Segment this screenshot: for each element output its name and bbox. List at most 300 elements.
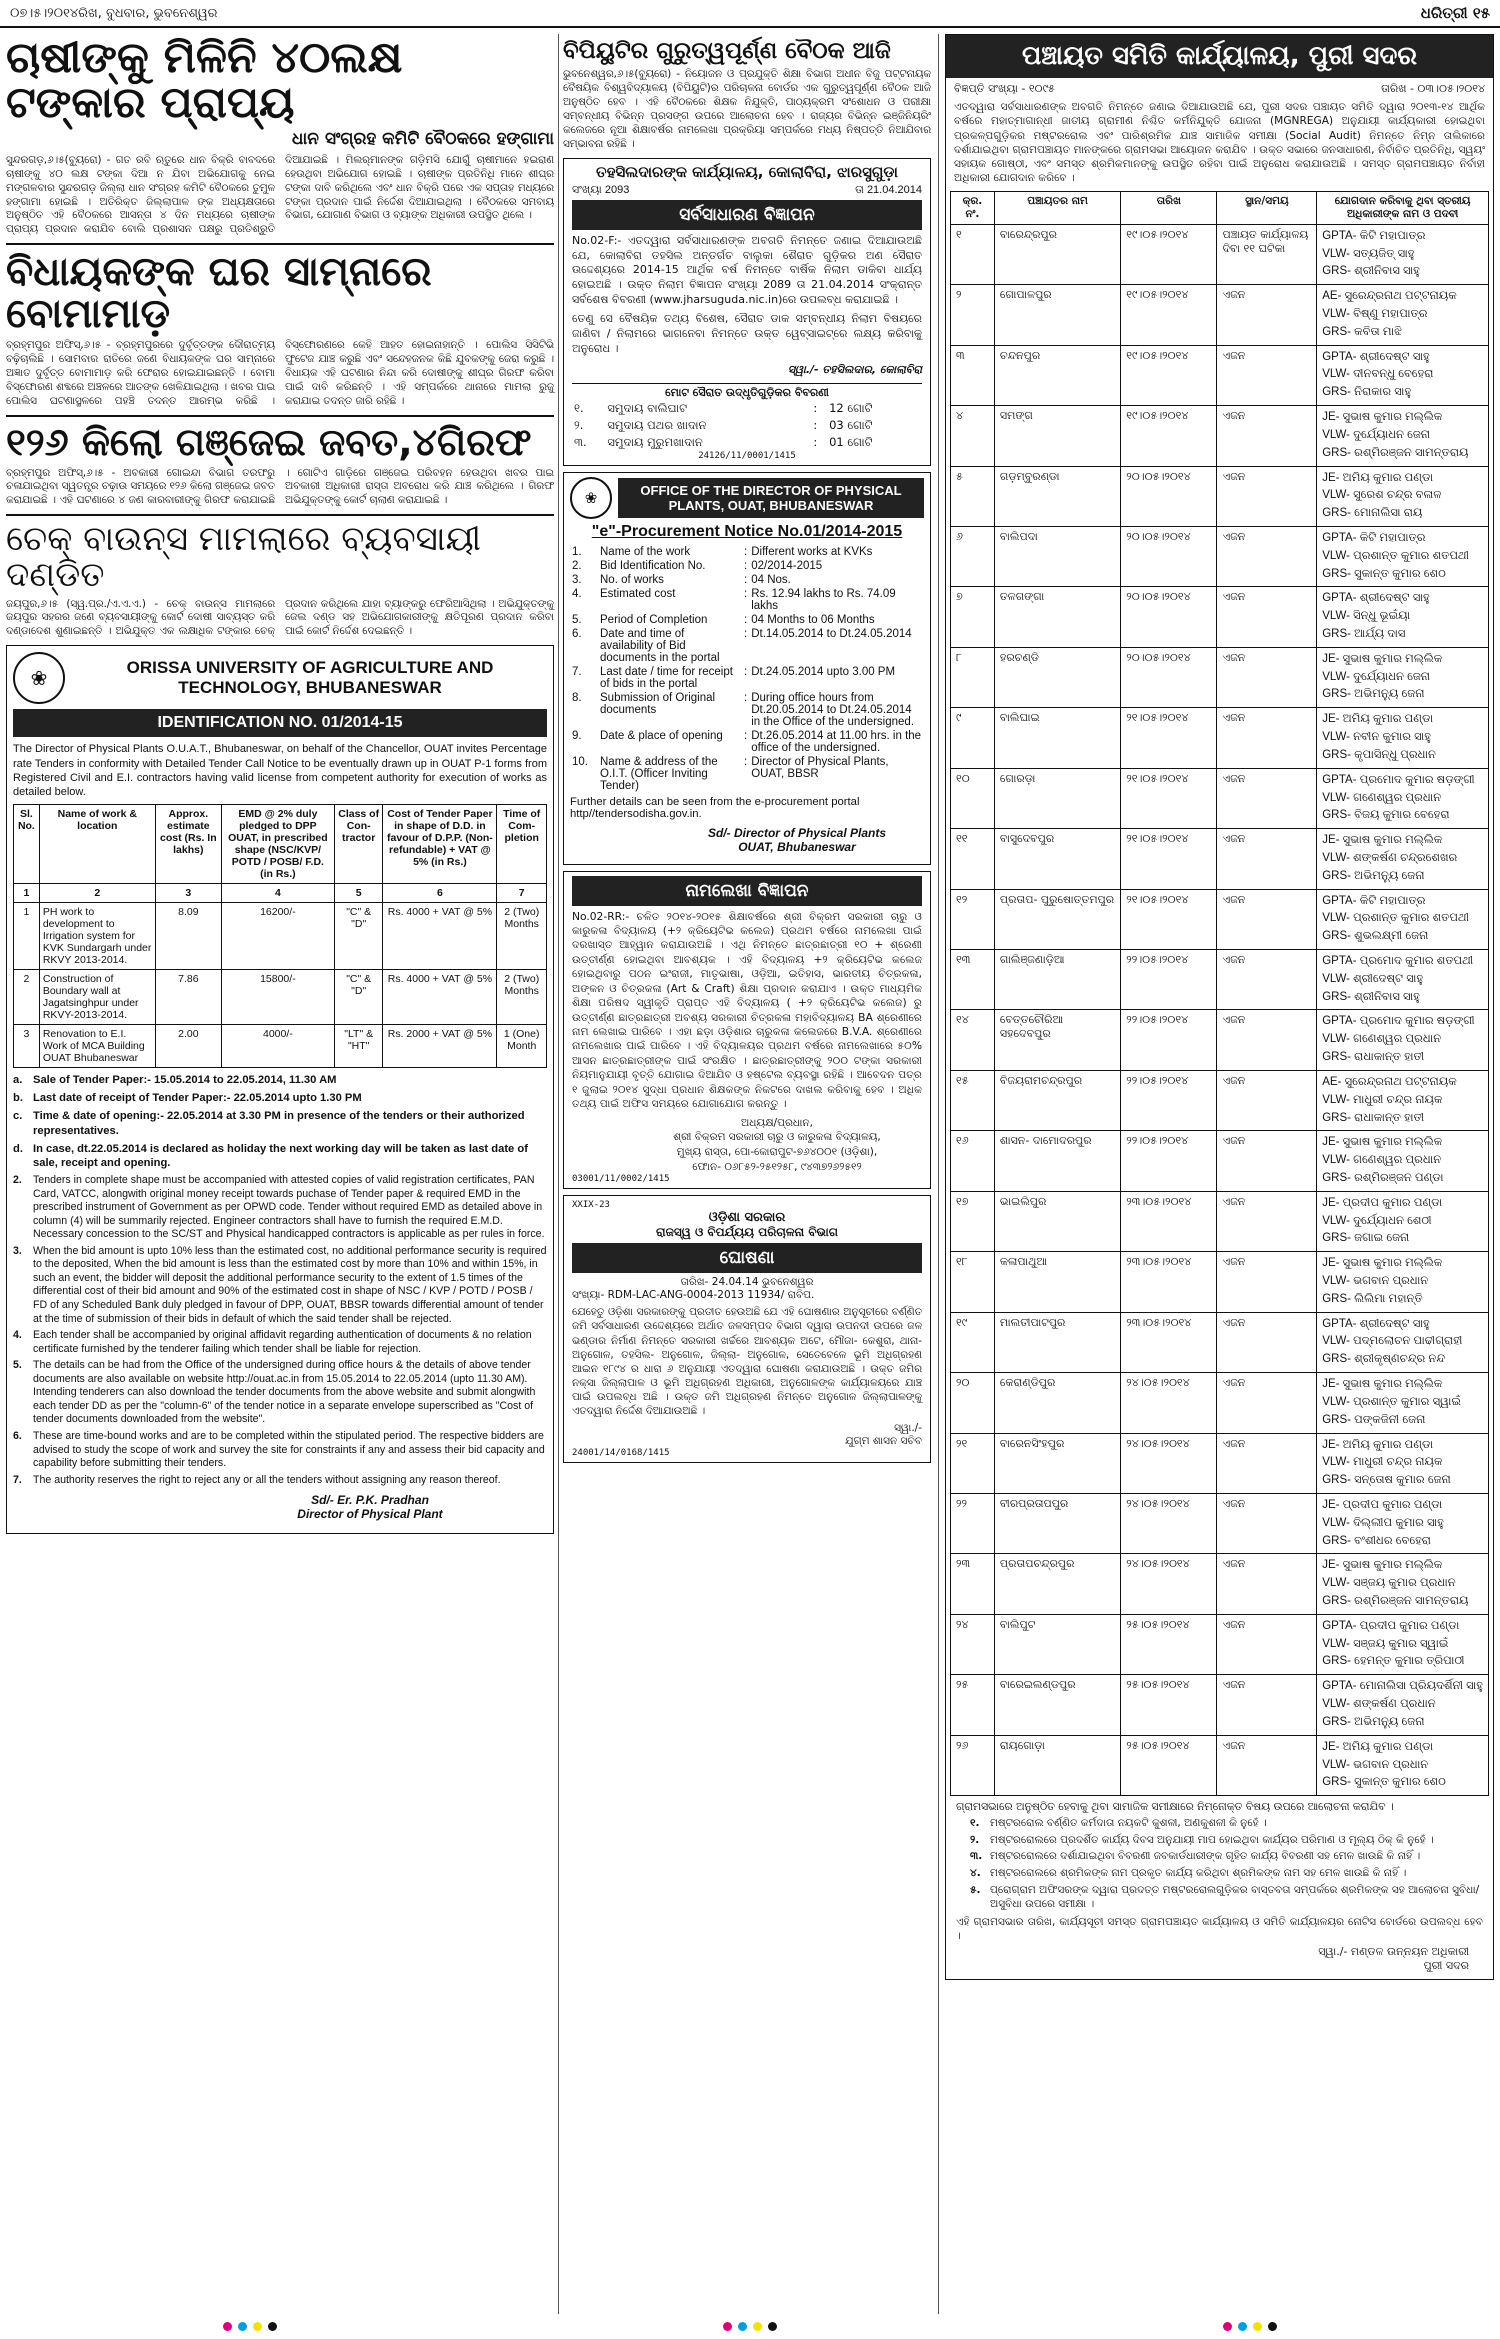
column-header: Sl. No. (14, 805, 40, 884)
official-name: VLW- ସତ୍ୟଜିତ୍ ସାହୁ (1322, 247, 1415, 260)
list-item (970, 1867, 1483, 1881)
table-row (570, 573, 924, 587)
item-text: ମଷ୍ଟରରୋଲରେ ପ୍ରଦର୍ଶିତ କାର୍ଯ୍ୟ ଦିବସ ଅନୁଯାୟୀ ମାପ ହୋଇଥିବା କାର୍ଯ୍ୟର ପରିମାଣ ଓ ମୂଲ୍ୟ ଠିକ୍ କି ନୁହେଁ । (990, 1833, 1434, 1846)
panchayat-name: ମାଲତୀପାଟପୁର (994, 1312, 1120, 1372)
table-row (14, 970, 547, 1025)
tender-table (13, 804, 547, 1068)
official-name: GPTA- କିଟି ମହାପାତ୍ର (1322, 531, 1426, 544)
list-item (970, 1884, 1483, 1912)
official-name: GPTA- ପ୍ରମୋଦ କୁମାର ଷଡ଼ଙ୍ଗୀ (1322, 773, 1475, 786)
list-item (970, 1834, 1483, 1848)
table-cell: 12 ଗୋଟି (829, 400, 873, 415)
meeting-place: ଏଜନ (1217, 1675, 1317, 1735)
table-row (951, 1010, 1489, 1070)
official-name: GRS- ହେମନ୍ତ କୁମାର ତ୍ରିପାଠୀ (1322, 1655, 1465, 1668)
official-name: GRS- ଜଗାଇ ଜେନା (1322, 1232, 1410, 1245)
table-row (951, 466, 1489, 526)
item-number: c. (13, 1109, 23, 1122)
meeting-place: ଏଜନ (1217, 466, 1317, 526)
official-name: GRS- ଆର୍ଯ୍ୟ ଦାସ (1322, 628, 1406, 641)
meeting-date: ୧୯।୦୫।୨୦୧୪ (1121, 345, 1217, 405)
table-cell: : (744, 587, 748, 600)
table-row (14, 903, 547, 970)
story3-body: ବ୍ରହ୍ମପୁର ଅଫିସ୍,୬।୫ - ଅବକାରୀ ଗୋଇନ୍ଦା ବିଭାଗ ତରଫରୁ ଚଳାଯାଇଥିବା ସ୍ୱତନ୍ତ୍ର ଚଢ଼ାଉ ସମୟରେ ୧୨୬ କିଲୋ ଗଞ୍ଜେଇ ଜବତ କରାଯାଇଛି । ଏହି ଘଟଣାରେ ୪ ଜଣ କାରବାରୀଙ୍କୁ ଗିରଫ କରାଯାଇଛି । ଗୋଟିଏ ଗାଡ଼ିରେ ଗଞ୍ଜେଇ ପରିବହନ ହେଉଥିବା ଖବର ପାଇ ଅବକାରୀ ଅଧିକାରୀ ରାସ୍ତା ଅବରୋଧ କରି ଯାଞ୍ଚ କରିଥିଲେ । ଗିରଫ ଅଭିଯୁକ୍ତଙ୍କୁ କୋର୍ଟ ଚାଲାଣ କରାଯାଇଛି । (6, 466, 554, 507)
serial-number: ୧୧ (951, 829, 995, 889)
official-name: VLW- ପଦ୍ମଲୋଚନ ପାଢୀଗ୍ରାହୀ (1322, 1335, 1463, 1348)
serial-number: ୪ (951, 406, 995, 466)
footer-close: ଏହି ଗ୍ରାମସଭାର ତାରିଖ, କାର୍ଯ୍ୟସୂଚୀ ସମସ୍ତ ଗ୍ରାମପଞ୍ଚାୟତ କାର୍ଯ୍ୟାଳୟ ଓ ସମିତି କାର୍ଯ୍ୟାଳୟର ନୋଟିସ ବୋର୍ଡରେ ଉପଲବ୍ଧ ହେବ । (956, 1915, 1483, 1943)
official-name: JE- ଅମିୟ କୁମାର ପଣ୍ଡା (1322, 1740, 1434, 1753)
official-name: GPTA- ପ୍ରମୋଦ କୁମାର ଶତପଥୀ (1322, 955, 1474, 968)
official-name: GRS- ରାଧାକାନ୍ତ ହାତୀ (1322, 1051, 1425, 1064)
memo-number: ସଂଖ୍ୟା- RDM-LAC-ANG-0004-2013 11934/ ରାବିପ. (572, 1289, 815, 1302)
meeting-place: ଏଜନ (1217, 1252, 1317, 1312)
meeting-place: ଏଜନ (1217, 768, 1317, 828)
serial-number: ୭ (951, 587, 995, 647)
table-cell: Name & address of the O.I.T. (Officer Inviting Tender) (600, 755, 718, 792)
table-row (951, 224, 1489, 284)
table-cell: : (744, 545, 748, 558)
table-row (572, 417, 922, 434)
table-cell: 01 ଗୋଟି (829, 434, 873, 449)
column-header: ପଞ୍ଚାୟତର ନାମ (994, 191, 1120, 224)
panchayat-name: ବାଲିପୁଟ (994, 1614, 1120, 1674)
government-name: ଓଡ଼ିଶା ସରକାର (708, 1210, 786, 1226)
official-name: JE- ଅମିୟ କୁମାର ପଣ୍ଡା (1322, 471, 1434, 484)
official-name: GRS- ସୁକାନ୍ତ କୁମାର ଶେଠ (1322, 1776, 1446, 1789)
table-row (951, 345, 1489, 405)
meeting-date: ୨୨।୦୫।୨୦୧୪ (1121, 1010, 1217, 1070)
official-name: JE- ପ୍ରଦୀପ କୁମାର ପଣ୍ଡା (1322, 1196, 1443, 1209)
serial-number: ୮ (951, 647, 995, 707)
panchayat-name: ସମଙ୍ଗ (994, 406, 1120, 466)
official-name: GRS- ବଂଶୀଧର ବେହେରା (1322, 1534, 1431, 1547)
official-name: JE- ସୁଭାଷ କୁମାର ମଲ୍ଲିକ (1322, 1136, 1443, 1149)
serial-number: ୧୯ (951, 1312, 995, 1372)
list-item (970, 1817, 1483, 1831)
officials (1317, 466, 1489, 526)
middle-column (563, 34, 931, 1469)
panchayat-notice (945, 34, 1494, 1980)
right-column (945, 34, 1494, 1986)
table-cell: 9. (572, 729, 582, 742)
meeting-date: ୨୦।୦୫।୨୦୧୪ (1121, 466, 1217, 526)
table-cell: Renovation to E.I. Work of MCA Building OUAT Bhubaneswar (39, 1025, 155, 1068)
meeting-place: ଏଜନ (1217, 647, 1317, 707)
table-row (951, 1614, 1489, 1674)
official-name: GRS- ରଶ୍ମିରଞ୍ଜନ ପଣ୍ଡା (1322, 1171, 1444, 1184)
tahasildar-office: ତହସିଲଦାରଙ୍କ କାର୍ଯ୍ୟାଳୟ, କୋଲାବିରା, ଝାରସୁଗୁଡ଼ା (596, 162, 898, 181)
table-row (951, 1373, 1489, 1433)
divider (6, 514, 554, 516)
notice-date: ତାରିଖ - ୦୩।୦୫।୨୦୧୪ (1381, 82, 1485, 95)
item-number: ୪. (970, 1867, 981, 1880)
table-cell: 03 ଗୋଟି (829, 417, 873, 432)
official-name: JE- ସୁଭାଷ କୁମାର ମଲ୍ଲିକ (1322, 1257, 1443, 1270)
table-row (951, 1554, 1489, 1614)
official-name: VLW- ବିଷ୍ଣୁ ମହାପାତ୍ର (1322, 308, 1428, 321)
reg-number: 24126/11/0001/1415 (698, 450, 796, 461)
official-name: GRS- ଅଭିମନ୍ୟୁ ଜେନା (1322, 688, 1425, 701)
signature-title: ପୁରୀ ସଦର (1423, 1959, 1469, 1973)
tender-schedule (13, 1073, 547, 1171)
officials (1317, 406, 1489, 466)
masthead-page: ଧରିତ୍ରୀ ୧୫ (1420, 4, 1490, 22)
table-row (570, 587, 924, 613)
official-name: VLW- ଶଙ୍କର୍ଷଣ ପ୍ରଧାନ (1322, 1698, 1436, 1711)
panchayat-name: ବାରେଇଲଣ୍ଡପୁର (994, 1675, 1120, 1735)
item-number: 2. (13, 1174, 22, 1187)
panchayat-name: କଳାପାଥୁଆ (994, 1252, 1120, 1312)
panchayat-name: ଶାସନ- ଦାମୋଦରପୁର (994, 1131, 1120, 1191)
column-divider (938, 34, 939, 2314)
official-name: VLW- ଗଣେଶ୍ୱର ପ୍ରଧାନ (1322, 1154, 1442, 1167)
story4-headline: ଚେକ୍ ବାଉନ୍ସ ମାମଲାରେ ବ୍ୟବସାୟୀ ଦଣ୍ଡିତ (6, 519, 482, 595)
meeting-date: ୨୨।୦୫।୨୦୧୪ (1121, 1131, 1217, 1191)
table-cell: 1. (572, 545, 582, 558)
panchayat-name: ହରଚଣ୍ଡି (994, 647, 1120, 707)
table-cell: 02/2014-2015 (751, 559, 823, 572)
table-cell: : (744, 627, 748, 640)
item-number: 4. (13, 1329, 22, 1342)
table-cell: Name of the work (600, 545, 691, 558)
item-number: b. (13, 1092, 23, 1105)
signatory-title: ଅଧ୍ୟକ୍ଷ/ପ୍ରଧାନ, (741, 1116, 813, 1129)
official-name: GRS- ସୁକାନ୍ତ କୁମାର ଶେଠ (1322, 567, 1446, 580)
official-name: GRS- ବିଜୟ କୁମାର ବେହେରା (1322, 809, 1450, 822)
official-name: GPTA- ପ୍ରମୋଦ କୁମାର ଷଡ଼ଙ୍ଗୀ (1322, 1015, 1475, 1028)
table-row (570, 559, 924, 573)
table-cell: : (813, 400, 818, 415)
official-name: GRS- ଶୁଭଲକ୍ଷ୍ମୀ ଜେନା (1322, 930, 1429, 943)
table-cell: 04 Nos. (751, 573, 791, 586)
official-name: GRS- ପଙ୍କଜିନୀ ଜେନା (1322, 1413, 1426, 1426)
story2-body: ବ୍ରହ୍ମପୁର ଅଫିସ୍,୬।୫ - ବ୍ରହ୍ମପୁରରେ ଦୁର୍ବୃତ୍ତଙ୍କ ଦୌରାତ୍ମ୍ୟ ବଢ଼ିଚାଲିଛି । ସୋମବାର ରାତିରେ ଜଣେ ବିଧାୟକଙ୍କ ଘର ସାମ୍ନାରେ ଅଜ୍ଞାତ ଦୁର୍ବୃତ୍ତ ବୋମାମାଡ଼ କରି ଫେରାର ହୋଇଯାଇଛନ୍ତି । ବୋମା ବିସ୍ଫୋରଣ ଶବ୍ଦରେ ଅଞ୍ଚଳରେ ଆତଙ୍କ ଖେଳିଯାଇଥିଲା । ଖବର ପାଇ ପୋଲିସ ଘଟଣାସ୍ଥଳରେ ପହଞ୍ଚି ତଦନ୍ତ ଆରମ୍ଭ କରିଛି । ବିସ୍ଫୋରଣରେ କେହି ଆହତ ହୋଇନାହାନ୍ତି । ପୋଲିସ ସିସିଟିଭି ଫୁଟେଜ ଯାଞ୍ଚ କରୁଛି ଏବଂ ସନ୍ଦେହଜନକ କିଛି ଯୁବକଙ୍କୁ ଜେରା କରୁଛି । ବିଧାୟକ ଏହି ଘଟଣାର ନିନ୍ଦା କରି ଦୋଷୀଙ୍କୁ ଶୀଘ୍ର ଗିରଫ କରିବା ପାଇଁ ଦାବି କରିଛନ୍ତି । ଏହି ସମ୍ପର୍କରେ ଥାନାରେ ମାମଲା ରୁଜୁ କରାଯାଇ ତଦନ୍ତ ଜାରି ରହିଛି । (6, 339, 554, 407)
table-cell: 8.09 (155, 903, 221, 970)
meeting-date: ୨୧।୦୫।୨୦୧୪ (1121, 708, 1217, 768)
table-cell: 3 (14, 1025, 40, 1068)
admission-notice (563, 871, 931, 1190)
meeting-date: ୨୩।୦୫।୨୦୧୪ (1121, 1312, 1217, 1372)
further-details: Further details can be seen from the e-procurement portal http//tendersodisha.gov.in. (570, 795, 860, 820)
column-header: Time of Com-pletion (497, 805, 547, 884)
official-name: VLW- ଗଣେଶ୍ୱର ପ୍ରଧାନ (1322, 791, 1442, 804)
officials (1317, 1614, 1489, 1674)
panchayat-name: ବିଜୟରାମଚନ୍ଦ୍ରପୁର (994, 1070, 1120, 1130)
address-line: ଶ୍ରୀ ବିକ୍ରମ ସରକାରୀ ଚାରୁ ଓ କାରୁକଳା ବିଦ୍ୟାଳୟ, (673, 1131, 881, 1144)
table-cell: Submission of Original documents (600, 691, 716, 716)
official-name: GRS- କୃପାସିନ୍ଧୁ ପ୍ରଧାନ (1322, 748, 1436, 761)
notice-date: ତାରିଖ- 24.04.14 ଭୁବନେଶ୍ୱର (680, 1276, 814, 1289)
serial-number: ୨୦ (951, 1373, 995, 1433)
official-name: AE- ସୁରେନ୍ଦ୍ରନାଥ ପଟ୍ଟନାୟକ (1322, 1075, 1457, 1088)
signature: Sd/- Er. P.K. Pradhan (311, 1493, 429, 1508)
officials (1317, 1010, 1489, 1070)
official-name: GPTA- କିଟି ମହାପାତ୍ର (1322, 229, 1426, 242)
list-item (13, 1174, 547, 1242)
table-cell: 2.00 (155, 1025, 221, 1068)
gazette-code: XXIX-23 (572, 1200, 610, 1211)
meeting-date: ୨୪।୦୫।୨୦୧୪ (1121, 1493, 1217, 1553)
serial-number: ୫ (951, 466, 995, 526)
table-cell: 10. (572, 755, 588, 768)
notice-body: No.02-RR:- ଚଳିତ ୨୦୧୪-୨୦୧୫ ଶିକ୍ଷାବର୍ଷରେ ଶ୍ରୀ ବିକ୍ରମ ସରକାରୀ ଚାରୁ ଓ କାରୁକଳା ବିଦ୍ୟାଳୟ (+୨ କ୍ରିୟେଟିଭ କଲେଜ) ପ୍ରଥମ ବର୍ଷରେ ନାମଲେଖା ପାଇଁ ଦରଖାସ୍ତ ଆହ୍ୱାନ କରାଯାଉଅଛି । ଏଥି ନିମନ୍ତେ ଛାତ୍ରଛାତ୍ରୀ ୧୦ + ଶ୍ରେଣୀ ଉତ୍ତୀର୍ଣ୍ଣ ହୋଇଥିବା ଆବଶ୍ୟକ । ଏହି ବିଦ୍ୟାଳୟ +୨ କ୍ରିୟେଟିଭ କଲେଜ ହୋଇଥିବାରୁ ପଠନ ଇଂରାଜୀ, ମାତୃଭାଷା, ଓଡ଼ିଆ, ଇତିହାସ, ଭାରତୀୟ ଚିତ୍ରକଳା, ଅଙ୍କନ ଓ ଚିତ୍ରକଳା (Art & Craft) ଶିକ୍ଷା ପ୍ରଦାନ କରାଯାଏ । ଉକ୍ତ ମାଧ୍ୟମିକ ଶିକ୍ଷା ପରିଷଦ ସ୍ୱୀକୃତି ପ୍ରାପ୍ତ ଏହି ବିଦ୍ୟାଳୟ ( +୨ କ୍ରିୟେଟିଭ କଲେଜ) ରୁ ଉତ୍ତୀର୍ଣ୍ଣ ଛାତ୍ରଛାତ୍ରୀ ଅବଶ୍ୟ ସରକାରୀ ଚିତ୍ରକଳା ମହାବିଦ୍ୟାଳୟ BA ଶ୍ରେଣୀରେ ନାମ ଲେଖାଇ ପାରିବେ । ଏହା ଛଡ଼ା ଓଡ଼ିଶାର ଚାରୁକଳା କଲେଜରେ B.V.A. ଶ୍ରେଣୀରେ ନାମଲେଖାର ପାଇଁ ପାରିବେ । ଏହି ବିଦ୍ୟାଳୟର ପ୍ରଥମ ବର୍ଷରେ ନାମଲେଖାରେ ୫୦% ଆସନ ଛାତ୍ରଛାତ୍ରୀଙ୍କ ପାଇଁ ସଂରକ୍ଷିତ । ଛାତ୍ରଛାତ୍ରୀଙ୍କୁ ୨୦୦ ଟଙ୍କା ସରକାରୀ ନିୟମାନୁଯାୟୀ ବୃତ୍ତି ଯୋଗାଇ ଦିଆଯିବ ଓ ହଷ୍ଟେଲ ବ୍ୟବସ୍ଥା ରହିଛି । ଆବେଦନ ପତ୍ର ୧ ଜୁଲାଇ ୨୦୧୪ ସୁଦ୍ଧା ପ୍ରଧାନ ଶିକ୍ଷକଙ୍କ ନିକଟରେ ଦାଖଲ କରିବାକୁ ହେବ । ଅଧିକ ତଥ୍ୟ ପାଇଁ ଅଫିସ ସମୟରେ ଯୋଗାଯୋଗ କରନ୍ତୁ । (572, 909, 922, 1111)
table-row (570, 691, 924, 729)
notice-title: "e"-Procurement Notice No.01/2014-2015 (591, 522, 903, 540)
panchayat-name: ଗାଲିଞ୍ଜଣାଡ଼ିଆ (994, 950, 1120, 1010)
meeting-place: ଏଜନ (1217, 526, 1317, 586)
meeting-place: ଏଜନ (1217, 889, 1317, 949)
ouat-tender-notice (6, 645, 554, 1534)
table-cell: : (744, 559, 748, 572)
officials (1317, 345, 1489, 405)
official-name: GRS- ଅଭିମନ୍ୟୁ ଜେନା (1322, 869, 1425, 882)
table-cell: 15800/- (221, 970, 334, 1025)
signature: ସ୍ୱା./- ମଣ୍ଡଳ ଉନ୍ନୟନ ଅଧିକାରୀ (1318, 1945, 1469, 1959)
table-cell: Director of Physical Plants, OUAT, BBSR (751, 755, 889, 780)
table-cell: 2. (572, 559, 582, 572)
story1-subhead: ଧାନ ସଂଗ୍ରହ କମିଟି ବୈଠକରେ ହଙ୍ଗାମା (291, 129, 554, 150)
table-cell: ୩. (574, 434, 587, 449)
table-cell: ସମୁଦାୟ ମୁରୁମଖାଦାନ (607, 434, 703, 449)
official-name: GRS- ଶ୍ରୀନିବାସ ସାହୁ (1322, 265, 1420, 278)
column-header: Approx. estimate cost (Rs. In lakhs) (155, 805, 221, 884)
table-cell: Dt.14.05.2014 to Dt.24.05.2014 (751, 627, 912, 640)
panchayat-name: ବାରେନ୍ଦ୍ରପୁର (994, 224, 1120, 284)
table-cell: "C" & "D" (334, 970, 382, 1025)
official-name: GRS- ସନ୍ତୋଷ କୁମାର ଜେନା (1322, 1474, 1451, 1487)
table-cell: 3. (572, 573, 582, 586)
panchayat-name: ବାଲିଘାଇ (994, 708, 1120, 768)
panchayat-name: ତଳଗଙ୍ଗା (994, 587, 1120, 647)
table-cell: ୧. (574, 400, 584, 415)
column-header: EMD @ 2% duly pledged to DPP OUAT, in prescribed shape (NSC/KVP/ POTD / POSB/ F.D. (in Rs.) (221, 805, 334, 884)
table-row (951, 1131, 1489, 1191)
item-text: The details can be had from the Office of the undersigned during office hours & the details of above tender documents are also available on website http://ouat.ac.in from 15.05.2014 to 22.05.2014 (upto 11.30 AM). Intending tenderers can also download the tender documents from the above website and submit alongwith each tender DD as per the "column-6" of the tender notice in a separate envelope superscribed as "Cost of tender documents downloaded from the website". (33, 1359, 536, 1426)
table-row (951, 1252, 1489, 1312)
meeting-place: ଏଜନ (1217, 587, 1317, 647)
list-item (13, 1091, 547, 1106)
meeting-date: ୨୪।୦୫।୨୦୧୪ (1121, 1433, 1217, 1493)
meeting-date: ୨୨।୦୫।୨୦୧୪ (1121, 950, 1217, 1010)
official-name: JE- ସୁଭାଷ କୁମାର ମଲ୍ଲିକ (1322, 411, 1443, 424)
table-cell: : (813, 434, 818, 449)
meeting-place: ଏଜନ (1217, 1433, 1317, 1493)
meeting-place: ଏଜନ (1217, 1614, 1317, 1674)
bpt-headline: ବିପିୟୁଟିର ଗୁରୁତ୍ୱପୂର୍ଣ୍ଣ ବୈଠକ ଆଜି (563, 38, 891, 64)
panchayat-name: ଭାଇଲିପୁର (994, 1191, 1120, 1251)
serial-number: ୨୧ (951, 1433, 995, 1493)
officials (1317, 1735, 1489, 1795)
table-cell: 6. (572, 627, 582, 640)
meeting-place: ଏଜନ (1217, 708, 1317, 768)
item-number: ୧. (970, 1816, 980, 1829)
signature-title: ଯୁଗ୍ମ ଶାସନ ସଚିବ (845, 1434, 922, 1447)
serial-number: ୧୮ (951, 1252, 995, 1312)
meeting-date: ୨୧।୦୫।୨୦୧୪ (1121, 768, 1217, 828)
divider (6, 243, 554, 245)
column-number: 5 (334, 884, 382, 903)
gram-sabha-schedule-table (950, 191, 1489, 1796)
meeting-place: ଏଜନ (1217, 1312, 1317, 1372)
item-number: 5. (13, 1359, 22, 1372)
item-text: Each tender shall be accompanied by original affidavit regarding authentication of documents & no relation certificate furnished by the tenderer failing which tender shall be liable for rejection. (33, 1329, 532, 1355)
list-item (13, 1329, 547, 1356)
table-cell: 1 (One) Month (497, 1025, 547, 1068)
meeting-place: ଏଜନ (1217, 1493, 1317, 1553)
notice-intro: ଏତଦ୍ୱାରା ସର୍ବସାଧାରଣଙ୍କ ଅବଗତି ନିମନ୍ତେ ଜଣାଇ ଦିଆଯାଉଅଛି ଯେ, ପୁରୀ ସଦର ପଞ୍ଚାୟତ ସମିତି ଦ୍ୱାରା ୨୦୧୩-୧୪ ଆର୍ଥିକ ବର୍ଷରେ ମହାତ୍ମାଗାନ୍ଧୀ ଜାତୀୟ ଗ୍ରାମୀଣ ନିଶ୍ଚିତ କର୍ମନିଯୁକ୍ତି ଯୋଜନା (MGNREGA) ଅନୁଯାୟୀ କାର୍ଯ୍ୟକାରୀ ହୋଇଥିବା ପ୍ରକଳ୍ପଗୁଡ଼ିକର ମଷ୍ଟରରୋଲ ଏବଂ ପାରିଶ୍ରମିକ ଯାଞ୍ଚ ସାମାଜିକ ସମୀକ୍ଷା (Social Audit) ନିମନ୍ତେ ନିମ୍ନ ତାଲିକାରେ ଦର୍ଶାଯାଇଥିବା ଗ୍ରାମପଞ୍ଚାୟତ ମାନଙ୍କରେ ଗ୍ରାମସଭା ଆୟୋଜନ କରାଯିବ । ଉକ୍ତ ସଭାରେ ଜନସାଧାରଣ, ନିର୍ବାଚିତ ପ୍ରତିନିଧି, ସ୍ୱୟଂ ସହାୟକ ଗୋଷ୍ଠୀ, ଏବଂ ସମସ୍ତ ଶ୍ରମିକମାନଙ୍କୁ ଉପସ୍ଥିତ ରହିବା ପାଇଁ ଅନୁରୋଧ କରାଯାଉଅଛି । ସମସ୍ତ ଗ୍ରାମପଞ୍ଚାୟତ ନିର୍ବାହୀ ଅଧିକାରୀ ଯୋଗଦାନ କରିବେ । (954, 101, 1485, 185)
table-row (951, 647, 1489, 707)
table-row (570, 729, 924, 755)
panchayat-name: ରାୟଗୋଡ଼ା (994, 1735, 1120, 1795)
official-name: GPTA- ପ୍ରଦୀପ କୁମାର ପଣ୍ଡା (1322, 1619, 1460, 1632)
official-name: VLW- ମାଧୁରୀ ଚନ୍ଦ୍ର ନାୟକ (1322, 1456, 1443, 1469)
table-cell: Rs. 12.94 lakhs to Rs. 74.09 lakhs (751, 587, 896, 612)
serial-number: ୨୪ (951, 1614, 995, 1674)
university-name: ORISSA UNIVERSITY OF AGRICULTURE AND TECHNOLOGY, BHUBANESWAR (126, 658, 494, 698)
table-cell: : (813, 417, 818, 432)
official-name: GRS- ଶ୍ରୀନିବାସ ସାହୁ (1322, 990, 1420, 1003)
column-number: 3 (155, 884, 221, 903)
panchayat-name: ବୀରପ୍ରତାପପୁର (994, 1493, 1120, 1553)
list-item (13, 1430, 547, 1471)
table-cell: 4000/- (221, 1025, 334, 1068)
official-name: VLW- ଦୁର୍ଯ୍ୟୋଧନ ଜେନା (1322, 670, 1431, 683)
officials (1317, 1675, 1489, 1735)
meeting-place: ଏଜନ (1217, 1070, 1317, 1130)
officials (1317, 768, 1489, 828)
official-name: VLW- ପ୍ରଶାନ୍ତ କୁମାର ସ୍ୱାଇଁ (1322, 1395, 1461, 1408)
table-cell: No. of works (600, 573, 664, 586)
meeting-date: ୨୫।୦୫।୨୦୧୪ (1121, 1614, 1217, 1674)
dpp-eprocurement-notice (563, 472, 931, 865)
table-row (951, 1312, 1489, 1372)
meeting-place: ଏଜନ (1217, 829, 1317, 889)
meeting-place: ଏଜନ (1217, 1554, 1317, 1614)
notice-number: ବିଜ୍ଞପ୍ତି ସଂଖ୍ୟା - ୧୦୯୫ (954, 82, 1055, 95)
table-row (951, 829, 1489, 889)
notice-title: ସର୍ବସାଧାରଣ ବିଜ୍ଞାପନ (572, 200, 922, 230)
table-cell: "LT" & "HT" (334, 1025, 382, 1068)
table-cell: Construction of Boundary wall at Jagatsinghpur under RKVY-2013-2014. (39, 970, 155, 1025)
officials (1317, 1373, 1489, 1433)
serial-number: ୧୦ (951, 768, 995, 828)
official-name: VLW- ଶ୍ରୀଦେଷ୍ଟ ସାହୁ (1322, 972, 1424, 985)
story3-headline: ୧୨୬ କିଲୋ ଗଞ୍ଜେଇ ଜବତ,୪ଗିରଫ (6, 419, 532, 464)
discussion-points (946, 1815, 1493, 1912)
table-row (951, 768, 1489, 828)
signature: ସ୍ୱା./- (894, 1421, 922, 1434)
item-number: a. (13, 1074, 23, 1087)
table-row (951, 708, 1489, 768)
serial-number: ୧୪ (951, 1010, 995, 1070)
official-name: GPTA- ମୋନାଲିସା ପ୍ରିୟଦର୍ଶିନୀ ସାହୁ (1322, 1680, 1483, 1693)
official-name: GRS- ରଶ୍ମିରଞ୍ଜନ ସାମନ୍ତରାୟ (1322, 446, 1469, 459)
university-emblem-icon: ❀ (13, 652, 65, 704)
item-text: When the bid amount is upto 10% less than the estimated cost, no additional performance security is required to the deposited, When the bid amount is less than the estimated cost by more than 10% and within 15%, in such an event, the bidder will deposit the additional performance security to the extent of 1.5 times of the differential cost of their bid amount and 90% of the estimated cost in shape of NSC / KVP / POTD / POSB / FD of any Scheduled Bank duly pledged in favour of DPP, OUAT, BBSR towards differential amount of tender at the time of submission of their bids in default of which the said tender shall be rejected. (33, 1244, 547, 1325)
department-name: ରାଜସ୍ୱ ଓ ବିପର୍ଯ୍ୟୟ ପରିଚାଳନା ବିଭାଗ (656, 1225, 838, 1240)
official-name: VLW- ଦିଲ୍ଲୀପ କୁମାର ସାହୁ (1322, 1516, 1444, 1529)
table-row (572, 434, 922, 451)
official-name: AE- ସୁରେନ୍ଦ୍ରନାଥ ପଟ୍ଟନାୟକ (1322, 290, 1457, 303)
official-name: JE- ସୁଭାଷ କୁମାର ମଲ୍ଲିକ (1322, 834, 1443, 847)
dpp-office: OFFICE OF THE DIRECTOR OF PHYSICAL PLANTS, OUAT, BHUBANESWAR (618, 478, 924, 518)
list-item (13, 1073, 547, 1088)
meeting-place: ପଞ୍ଚାୟତ କାର୍ଯ୍ୟାଳୟ ଦିବା ୧୧ ଘଟିକା (1217, 224, 1317, 284)
serial-number: ୧୭ (951, 1191, 995, 1251)
table-cell: Different works at KVKs (751, 545, 873, 558)
official-name: GPTA- ଶ୍ରୀଦେଷ୍ଟ ସାହୁ (1322, 1317, 1430, 1330)
list-item (13, 1142, 547, 1172)
masthead (0, 0, 1500, 28)
list-item (970, 1850, 1483, 1864)
item-text: ମଷ୍ଟରରୋଲରେ ଶ୍ରମିକଙ୍କ ନାମ ପ୍ରକୃତ କାର୍ଯ୍ୟ କରିଥିବା ଶ୍ରମିକଙ୍କ ନାମ ସହ ମେଳ ଖାଉଛି କି ନାହିଁ । (990, 1867, 1407, 1880)
official-name: VLW- ଭଗବାନ ପ୍ରଧାନ (1322, 1758, 1429, 1771)
item-text: Time & date of opening:- 22.05.2014 at 3.30 PM in presence of the tenders or their authorized representatives. (33, 1109, 525, 1137)
meeting-date: ୨୫।୦୫।୨୦୧୪ (1121, 1675, 1217, 1735)
table-cell: 04 Months to 06 Months (751, 613, 875, 626)
table-cell: 16200/- (221, 903, 334, 970)
item-number: ୫. (970, 1884, 981, 1897)
serial-number: ୧ (951, 224, 995, 284)
official-name: VLW- ଗଣେଶ୍ୱର ପ୍ରଧାନ (1322, 1033, 1442, 1046)
revenue-declaration (563, 1195, 931, 1462)
officials (1317, 1312, 1489, 1372)
table-cell: 7. (572, 665, 582, 678)
item-number: 6. (13, 1429, 22, 1442)
official-name: VLW- ଦୁର୍ଯ୍ୟୋଧନ ଜେନା (1322, 428, 1431, 441)
column-divider (558, 34, 559, 2314)
meeting-date: ୨୨।୦୫।୨୦୧୪ (1121, 1070, 1217, 1130)
table-cell: 2 (Two) Months (497, 903, 547, 970)
panchayat-name: ପ୍ରତାପ- ପୁରୁଷୋତ୍ତମପୁର (994, 889, 1120, 949)
meeting-date: ୨୦।୦୫।୨୦୧୪ (1121, 647, 1217, 707)
official-name: GRS- ରାଧାକାନ୍ତ ହାତୀ (1322, 1111, 1425, 1124)
table-row (951, 950, 1489, 1010)
table-row (951, 1070, 1489, 1130)
serial-number: ୩ (951, 345, 995, 405)
table-row (951, 406, 1489, 466)
officials (1317, 950, 1489, 1010)
column-header: ସ୍ଥାନ/ସମୟ (1217, 191, 1317, 224)
official-name: JE- ସୁଭାଷ କୁମାର ମଲ୍ଲିକ (1322, 1378, 1443, 1391)
meeting-date: ୨୪।୦୫।୨୦୧୪ (1121, 1373, 1217, 1433)
panchayat-title: ପଞ୍ଚାୟତ ସମିତି କାର୍ଯ୍ୟାଳୟ, ପୁରୀ ସଦର (946, 35, 1493, 78)
column-header: Class of Con-tractor (334, 805, 382, 884)
officials (1317, 1191, 1489, 1251)
story4-body: ଜୟପୁର,୬।୫ (ସ୍ୱ.ପ୍ର./ଏ.ଏ.ଏ.) - ଚେକ୍ ବାଉନ୍ସ ମାମଲାରେ ଜୟପୁର ସହରର ଜଣେ ବ୍ୟବସାୟୀଙ୍କୁ କୋର୍ଟ ଦୋଷୀ ସାବ୍ୟସ୍ତ କରି ଦଣ୍ଡାଦେଶ ଶୁଣାଇଛନ୍ତି । ଅଭିଯୁକ୍ତ ଏକ ଲକ୍ଷାଧିକ ଟଙ୍କାର ଚେକ୍ ପ୍ରଦାନ କରିଥିଲେ ଯାହା ବ୍ୟାଙ୍କରୁ ଫେରିଆସିଥିଲା । ଅଭିଯୁକ୍ତଙ୍କୁ ଜେଲ ଦଣ୍ଡ ସହ ଅଭିଯୋଗକାରୀଙ୍କୁ କ୍ଷତିପୂରଣ ପ୍ରଦାନ କରିବା ପାଇଁ କୋର୍ଟ ନିର୍ଦ୍ଦେଶ ଦେଇଛନ୍ତି । (6, 597, 554, 638)
official-name: VLW- ଶଙ୍କର୍ଷଣ ଚନ୍ଦ୍ରଶେଖର (1322, 851, 1458, 864)
column-number: 1 (14, 884, 40, 903)
item-text: ପ୍ରୋଗ୍ରାମ ଅଫିସରଙ୍କ ଦ୍ୱାରା ପ୍ରଦତ୍ତ ମଷ୍ଟରରୋଲଗୁଡ଼ିକର ବାସ୍ତବତା ସମ୍ପର୍କରେ ଶ୍ରମିକଙ୍କ ସହ ଆଲୋଚନା ସୁବିଧା/ଅସୁବିଧା ଉପରେ ସମୀକ୍ଷା । (990, 1884, 1480, 1911)
panchayat-name: ବାରେନସିଂହପୁର (994, 1433, 1120, 1493)
serial-number: ୧୩ (951, 950, 995, 1010)
serial-number: ୧୫ (951, 1070, 995, 1130)
column-header: Cost of Tender Paper in shape of D.D. in favour of D.P.P. (Non-refundable) + VAT @ 5% (in Rs.) (383, 805, 497, 884)
table-cell: : (744, 665, 748, 678)
table-cell: Date & place of opening (600, 729, 723, 742)
table-row (951, 587, 1489, 647)
meeting-date: ୨୩।୦୫।୨୦୧୪ (1121, 1252, 1217, 1312)
official-name: GPTA- କିଟି ମହାପାତ୍ର (1322, 894, 1426, 907)
list-item (13, 1359, 547, 1427)
tender-conditions (13, 1174, 547, 1487)
officials (1317, 889, 1489, 949)
meeting-place: ଏଜନ (1217, 1191, 1317, 1251)
table-cell: 8. (572, 691, 582, 704)
reg-number: 03001/11/0002/1415 (572, 1174, 670, 1185)
meeting-date: ୧୯।୦୫।୨୦୧୪ (1121, 285, 1217, 345)
